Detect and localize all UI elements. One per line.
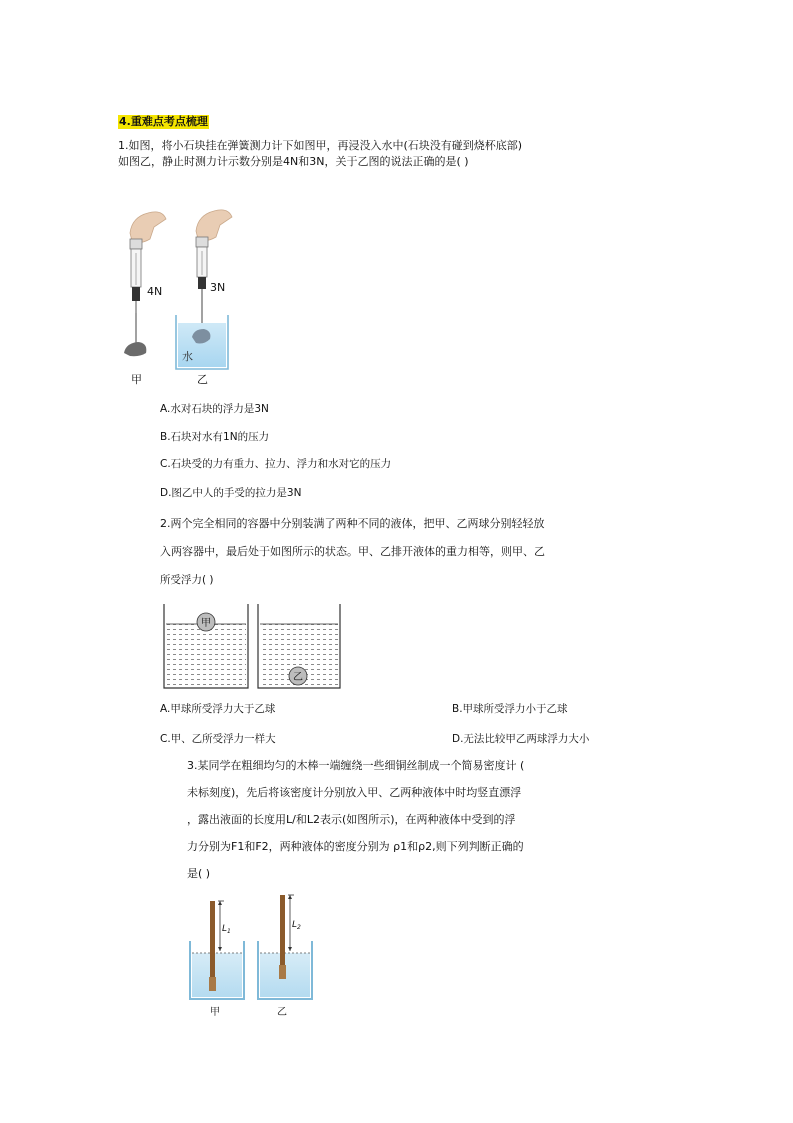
label-yi-3: 乙 <box>277 1007 287 1018</box>
q1-stem-line2: 如图乙，静止时测力计示数分别是4N和3N，关于乙图的说法正确的是( ) <box>118 155 469 168</box>
water-label: 水 <box>182 350 193 363</box>
label-yi: 乙 <box>197 373 208 386</box>
reading-left: 4N <box>147 285 163 298</box>
q1-option-b: B.石块对水有1N的压力 <box>160 431 270 443</box>
ball-jia-label: 甲 <box>201 618 211 629</box>
q2-stem-line2: 入两容器中，最后处于如图所示的状态。甲、乙排开液体的重力相等，则甲、乙 <box>160 545 545 558</box>
q2-containers-figure <box>160 602 342 692</box>
q3-stem-line5: 是( ) <box>187 867 211 880</box>
q2-option-b: B.甲球所受浮力小于乙球 <box>452 703 568 715</box>
reading-right: 3N <box>210 281 226 294</box>
q3-stem-line4: 力分别为F1和F2，两种液体的密度分别为 ρ1和ρ2,则下列判断正确的 <box>187 840 524 853</box>
q2-option-a: A.甲球所受浮力大于乙球 <box>160 703 276 715</box>
q2-option-c: C.甲、乙所受浮力一样大 <box>160 733 276 745</box>
hand-right-icon <box>196 210 232 241</box>
label-jia: 甲 <box>131 373 142 386</box>
q1-option-d: D.图乙中人的手受的拉力是3N <box>160 487 302 499</box>
L2-label: $L_2$ <box>292 920 301 931</box>
section-heading: 4.重难点考点梳理 <box>119 115 208 128</box>
q3-stem-line1: 3.某同学在粗细均匀的木棒一端缠绕一些细铜丝制成一个简易密度计 ( <box>187 759 525 772</box>
q1-spring-scale-figure <box>110 205 250 390</box>
q2-stem-line1: 2.两个完全相同的容器中分别装满了两种不同的液体，把甲、乙两球分别轻轻放 <box>160 517 545 530</box>
q1-stem-line1: 1.如图，将小石块挂在弹簧测力计下如图甲，再浸没入水中(石块没有碰到烧杯底部) <box>118 139 523 152</box>
q2-option-d: D.无法比较甲乙两球浮力大小 <box>452 733 590 745</box>
L1-label: $L_1$ <box>222 924 231 935</box>
label-jia-3: 甲 <box>210 1007 220 1018</box>
liquid-left <box>166 624 246 686</box>
q1-option-c: C.石块受的力有重力、拉力、浮力和水对它的压力 <box>160 458 392 470</box>
q3-density-meter-figure <box>188 893 318 1021</box>
q3-stem-line3: ，露出液面的长度用L/和L2表示(如图所示)，在两种液体中受到的浮 <box>187 813 516 826</box>
q2-stem-line3: 所受浮力( ) <box>160 574 214 586</box>
stone-left <box>124 342 146 356</box>
ball-yi-label: 乙 <box>293 672 303 683</box>
q1-option-a: A.水对石块的浮力是3N <box>160 403 269 415</box>
hand-left-icon <box>130 212 166 243</box>
q3-stem-line2: 未标刻度)，先后将该密度计分别放入甲、乙两种液体中时均竖直漂浮 <box>187 786 522 799</box>
